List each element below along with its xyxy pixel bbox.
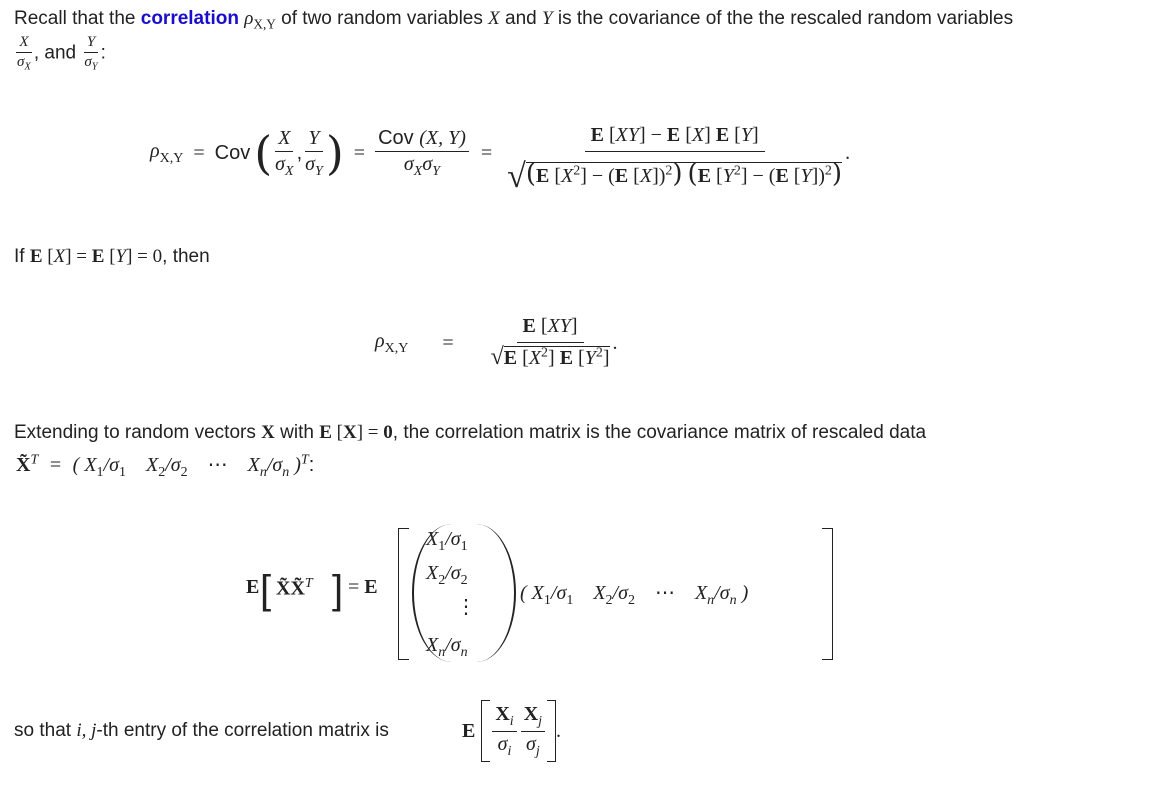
fraction-x-sigma: $\frac{X}{\sigma_X}$ (17, 34, 31, 73)
paragraph-zero-mean: If E [X] = E [Y] = 0, then (14, 246, 210, 267)
correlation-link[interactable]: correlation (140, 8, 239, 29)
paragraph-intro-line2: $\frac{X}{\sigma_X}$ , and $\frac{Y}{\sigma_Y}$ : (14, 34, 106, 73)
equation-correlation-def: $\rho_{X,Y}$ = Cov ( $\frac{X}{\sigma_X}$ , $\frac{Y}{\sigma_Y}$ ) = $\frac{\text{Cov (X, Y)}}{\sigma_X\sigma_Y}$ = $\frac{E [XY] - E [X] E [Y]}{√(E [X^2] - (E [X])^2) (E [Y^2] - (E [Y])^2)}$ . (150, 124, 851, 195)
paragraph-intro: Recall that the correlation $\rho_{X,Y}$ of two random variables X and Y is the covariance of the the rescaled random variables (14, 8, 1014, 32)
paragraph-entry: so that i, j-th entry of the correlation matrix is (14, 720, 389, 741)
rescaled-vector-definition: X̃$^T$ = ( $X_1/\sigma_1$ $X_2/\sigma_2$ ⋯ $X_n/\sigma_n$ )$^T$: (16, 452, 315, 480)
paragraph-random-vectors: Extending to random vectors X with E [X] = 0, the correlation matrix is the covariance matrix of rescaled data (14, 422, 927, 443)
fraction-y-sigma: $\frac{Y}{\sigma_Y}$ (84, 34, 98, 73)
rho-symbol: $\rho_{X,Y}$ (244, 8, 276, 32)
equation-correlation-matrix: E [ X̃X̃$^T$ ] = E $X_1/\sigma_1$ $X_2/\sigma_2$ ⋮ $X_n/\sigma_n$ ( $X_1/\sigma_1$ $X_2/\sigma_2$ ⋯ $X_n/\sigma_n$ ) (240, 524, 840, 664)
entry-expression: E $\frac{X_i}{\sigma_i}$ $\frac{X_j}{\sigma_j}$ . (462, 700, 561, 762)
equation-zero-mean-correlation: $\rho_{X,Y}$ = $\frac{E [XY]}{√E [X^2] E [Y^2]}$ . (375, 315, 618, 370)
